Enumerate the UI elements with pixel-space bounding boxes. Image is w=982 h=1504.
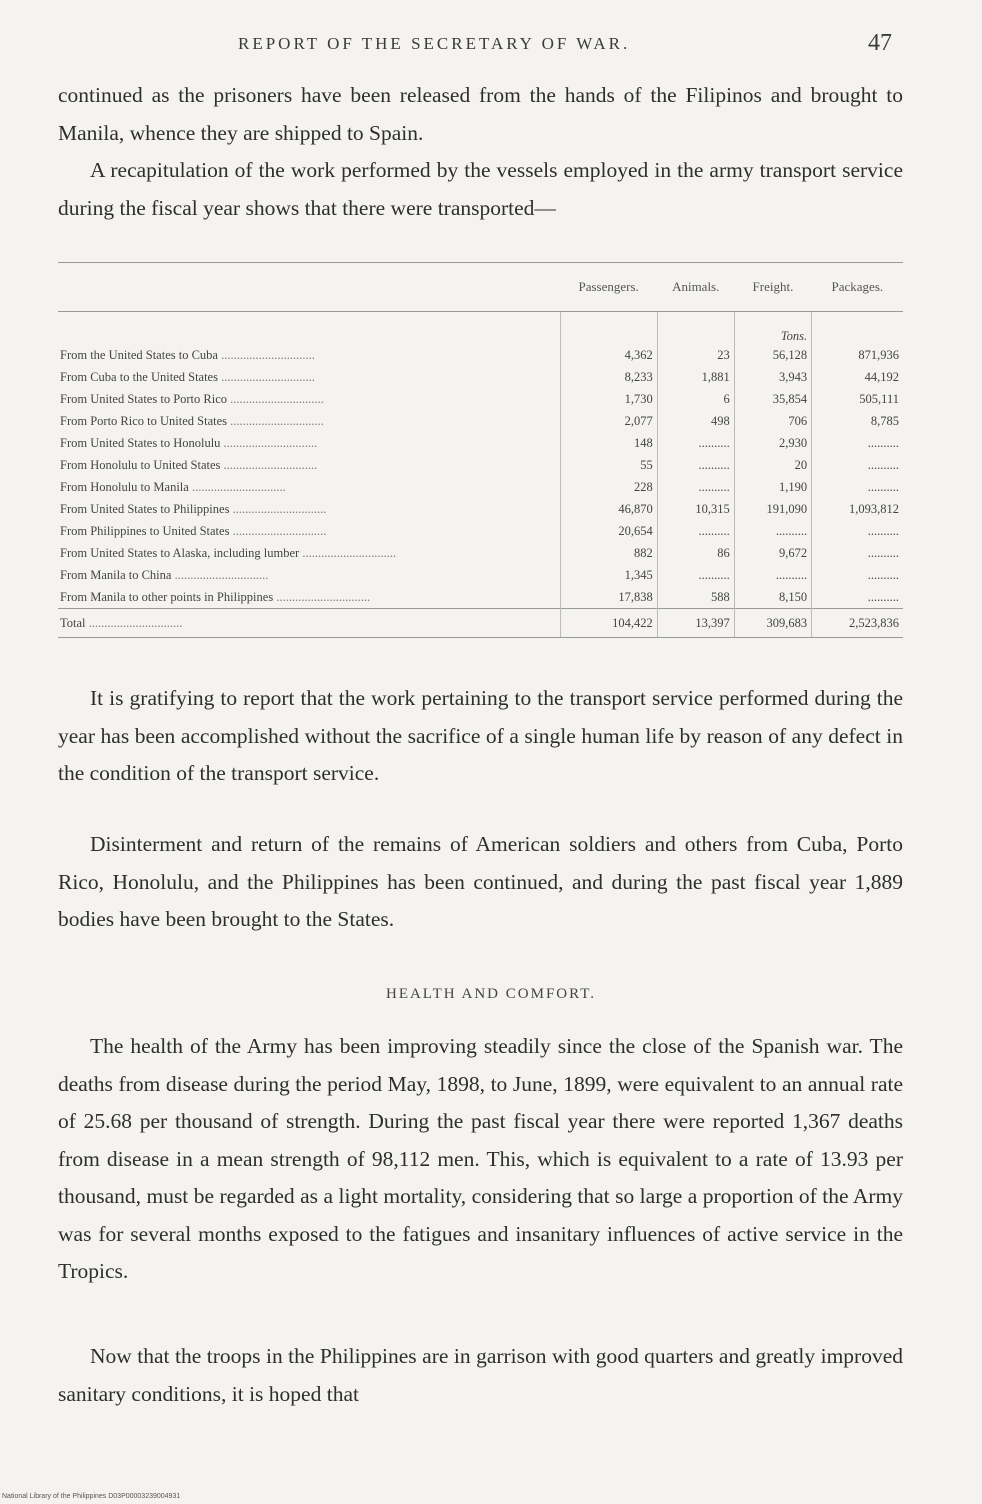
row-label — [58, 476, 560, 498]
leader-dots: .............................. — [85, 615, 183, 630]
cell-passengers: 1,730 — [560, 388, 657, 410]
table-row — [58, 498, 903, 520]
cell-passengers: 4,362 — [560, 344, 657, 366]
table-row — [58, 454, 903, 476]
leader-dots: .............................. — [188, 479, 286, 494]
cell-passengers: 55 — [560, 454, 657, 476]
cell-animals: 13,397 — [657, 609, 734, 638]
row-label-text: From Manila to China — [60, 567, 172, 582]
leader-dots: .............................. — [229, 501, 327, 516]
cell-freight: 9,672 — [734, 542, 811, 564]
archive-footer: National Library of the Philippines D03P00003239004931 — [2, 1493, 181, 1500]
leader-dots: .............................. — [227, 391, 324, 406]
cell-animals: 6 — [657, 388, 734, 410]
row-label — [58, 542, 560, 564]
cell-passengers: 148 — [560, 432, 657, 454]
cell-animals: 588 — [657, 586, 734, 609]
cell-freight: .......... — [734, 564, 811, 586]
cell-passengers: 20,654 — [560, 520, 657, 542]
column-header-packages: Packages. — [812, 263, 903, 312]
cell-animals: 498 — [657, 410, 734, 432]
cell-packages: 8,785 — [812, 410, 903, 432]
cell-packages: 1,093,812 — [812, 498, 903, 520]
transport-table — [58, 262, 903, 638]
units-freight: Tons. — [734, 312, 811, 345]
row-label-text: Total — [60, 615, 86, 630]
table-header-blank — [58, 263, 560, 312]
cell-animals: 23 — [657, 344, 734, 366]
row-label — [58, 432, 560, 454]
cell-passengers: 8,233 — [560, 366, 657, 388]
row-label-text: From Honolulu to Manila — [60, 479, 189, 494]
table-row — [58, 564, 903, 586]
cell-animals: .......... — [657, 454, 734, 476]
total-row — [58, 609, 903, 638]
row-label-text: From Manila to other points in Philippines — [60, 589, 274, 604]
cell-packages: 2,523,836 — [812, 609, 903, 638]
leader-dots: .............................. — [273, 589, 371, 604]
cell-packages: .......... — [812, 520, 903, 542]
cell-freight: 706 — [734, 410, 811, 432]
row-label-text: From United States to Porto Rico — [60, 391, 228, 406]
table-row — [58, 432, 903, 454]
table-row — [58, 388, 903, 410]
units-packages — [812, 312, 903, 345]
row-label — [58, 564, 560, 586]
cell-packages: .......... — [812, 564, 903, 586]
units-passengers — [560, 312, 657, 345]
leader-dots: .............................. — [217, 369, 315, 384]
cell-passengers: 17,838 — [560, 586, 657, 609]
table-body — [58, 312, 903, 638]
leader-dots: .............................. — [220, 457, 318, 472]
cell-packages: 505,111 — [812, 388, 903, 410]
row-label — [58, 498, 560, 520]
row-label-text: From United States to Alaska, including lumber — [60, 545, 300, 560]
page-number: 47 — [868, 30, 892, 56]
table-row — [58, 476, 903, 498]
cell-packages: .......... — [812, 586, 903, 609]
row-label — [58, 344, 560, 366]
column-header-animals: Animals. — [657, 263, 734, 312]
cell-freight: 35,854 — [734, 388, 811, 410]
cell-passengers: 46,870 — [560, 498, 657, 520]
running-title: REPORT OF THE SECRETARY OF WAR. — [238, 34, 631, 53]
paragraph-prisoners: continued as the prisoners have been released from the hands of the Filipinos and brought to Manila, whence they are shipped to Spain. — [58, 83, 903, 145]
paragraph-gratifying: It is gratifying to report that the work pertaining to the transport service performed during the year has been accomplished without the sacrifice of a single human life by reason of any defect in the condition of the transport service. — [58, 686, 903, 785]
cell-packages: 871,936 — [812, 344, 903, 366]
cell-animals: 10,315 — [657, 498, 734, 520]
cell-freight: 191,090 — [734, 498, 811, 520]
cell-freight: 8,150 — [734, 586, 811, 609]
row-label — [58, 454, 560, 476]
row-label-text: From Cuba to the United States — [60, 369, 218, 384]
leader-dots: .............................. — [171, 567, 269, 582]
row-label-text: From Porto Rico to United States — [60, 413, 228, 428]
cell-passengers: 228 — [560, 476, 657, 498]
table-row — [58, 520, 903, 542]
table-row — [58, 586, 903, 609]
units-animals — [657, 312, 734, 345]
column-header-passengers: Passengers. — [560, 263, 657, 312]
row-label — [58, 366, 560, 388]
cell-animals: 1,881 — [657, 366, 734, 388]
paragraph-recapitulation: A recapitulation of the work performed by the vessels employed in the army transport service during the fiscal year shows that there were transported— — [58, 158, 903, 220]
row-label-text: From United States to Honolulu — [60, 435, 221, 450]
leader-dots: .............................. — [229, 523, 327, 538]
cell-freight: 20 — [734, 454, 811, 476]
transport-table-container — [58, 262, 903, 670]
table-header-row — [58, 263, 903, 312]
table-row — [58, 410, 903, 432]
paragraph-health: The health of the Army has been improving steadily since the close of the Spanish war. The deaths from disease during the period May, 1898, to June, 1899, were equivalent to an annual rate of 25.68 per thousand of strength. During the past fiscal year there were reported 1,367 deaths from disease in a mean strength of 98,112 men. This, which is equivalent to a rate of 13.93 per thousand, must be regarded as a light mortality, considering that so large a proportion of the Army was for several months exposed to the fatigues and insanitary influences of active service in the Tropics. — [58, 1034, 903, 1283]
cell-animals: .......... — [657, 476, 734, 498]
cell-freight: 1,190 — [734, 476, 811, 498]
column-header-freight: Freight. — [734, 263, 811, 312]
row-label — [58, 410, 560, 432]
cell-animals: 86 — [657, 542, 734, 564]
section-heading: HEALTH AND COMFORT. — [385, 986, 597, 1002]
cell-freight: 2,930 — [734, 432, 811, 454]
cell-animals: .......... — [657, 564, 734, 586]
row-label — [58, 586, 560, 609]
row-label-text: From the United States to Cuba — [60, 347, 218, 362]
row-label-text: From Honolulu to United States — [60, 457, 221, 472]
paragraph-disinterment: Disinterment and return of the remains of American soldiers and others from Cuba, Porto Rico, Honolulu, and the Philippines has been continued, and during the past fiscal year 1,889 bodies have been brought to the States. — [58, 832, 903, 931]
cell-packages: .......... — [812, 454, 903, 476]
table-row — [58, 366, 903, 388]
cell-freight: 56,128 — [734, 344, 811, 366]
leader-dots: .............................. — [220, 435, 318, 450]
cell-passengers: 2,077 — [560, 410, 657, 432]
cell-passengers: 104,422 — [560, 609, 657, 638]
units-blank — [58, 312, 560, 345]
running-header — [0, 30, 982, 60]
cell-freight: .......... — [734, 520, 811, 542]
paragraph-troops: Now that the troops in the Philippines are in garrison with good quarters and greatly improved sanitary conditions, it is hoped that — [58, 1344, 903, 1406]
table-row — [58, 344, 903, 366]
cell-passengers: 1,345 — [560, 564, 657, 586]
row-label-text: From United States to Philippines — [60, 501, 230, 516]
row-label — [58, 609, 560, 638]
cell-freight: 3,943 — [734, 366, 811, 388]
table-row — [58, 542, 903, 564]
row-label — [58, 388, 560, 410]
units-row — [58, 312, 903, 345]
cell-packages: .......... — [812, 542, 903, 564]
cell-passengers: 882 — [560, 542, 657, 564]
cell-packages: .......... — [812, 476, 903, 498]
cell-animals: .......... — [657, 432, 734, 454]
cell-packages: 44,192 — [812, 366, 903, 388]
cell-animals: .......... — [657, 520, 734, 542]
leader-dots: .............................. — [299, 545, 397, 560]
leader-dots: .............................. — [217, 347, 315, 362]
cell-packages: .......... — [812, 432, 903, 454]
row-label-text: From Philippines to United States — [60, 523, 230, 538]
leader-dots: .............................. — [227, 413, 324, 428]
cell-freight: 309,683 — [734, 609, 811, 638]
row-label — [58, 520, 560, 542]
